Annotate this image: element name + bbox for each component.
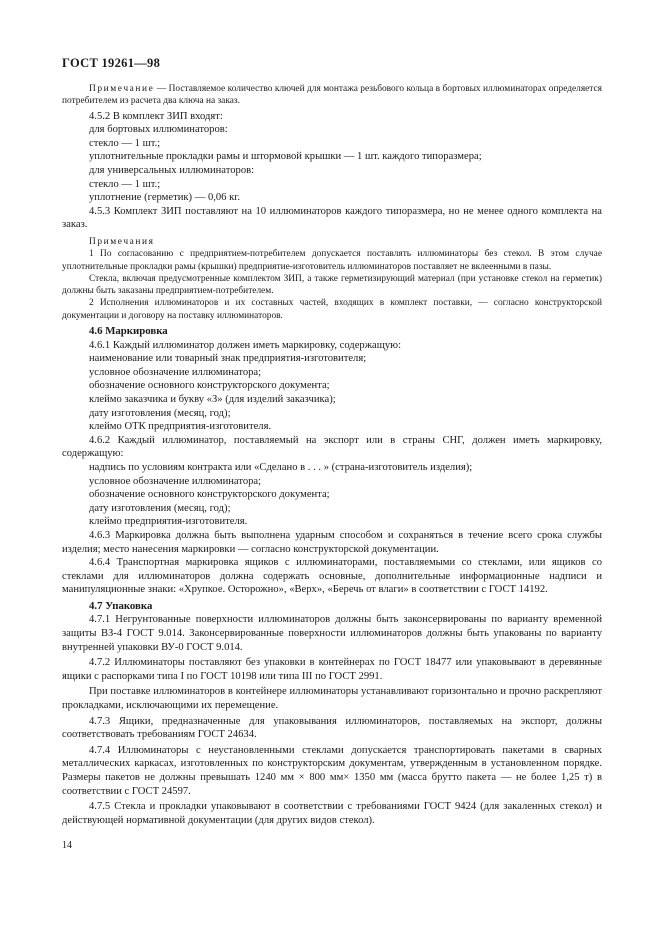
note-label: Примечание [89,84,155,94]
note-item: Стекла, включая предусмотренные комплектом ЗИП, а также герметизирующий материал (при установке стекол на герметик) должны быть заказаны предприятием-потребителем. [62,273,602,297]
note-paragraph [62,83,602,108]
page-header: ГОСТ 19261—98 [62,56,161,70]
list-line: дату изготовления (месяц, год); [89,502,231,514]
page-content [62,83,602,827]
list-line: стекло — 1 шт.; [89,178,161,190]
list-line: надпись по условиям контракта или «Сделано в . . . » (страна-изготовитель изделия); [89,461,473,473]
list-line: клеймо предприятия-изготовителя. [89,516,248,528]
note-text: — Поставляемое количество ключей для монтажа резьбового кольца в бортовых иллюминаторах определяется потребителем из расчета два ключа на заказ. [62,84,602,107]
list-line: условное обозначение иллюминатора; [89,366,262,378]
list-line: клеймо заказчика и букву «З» (для изделий заказчика); [89,393,336,405]
list-line: обозначение основного конструкторского документа; [89,380,330,392]
clause-4-7-4: 4.7.4 Иллюминаторы с неустановленными стеклами допускается транспортировать пакетами в сварных металлических каркасах, изготовленных по конструкторским документам, утвержденным в установленном порядке. Размеры пакетов не должны превышать 1240 мм × 800 мм× 1350 мм (масса брутто пакета — не более 1,25 т) в соответствии с ГОСТ 24597. [62,744,602,797]
clause-4-7-2: 4.7.2 Иллюминаторы поставляют без упаковки в контейнерах по ГОСТ 18477 или упаковывают в деревянные ящики с распорками типа I по ГОСТ 10198 или типа III по ГОСТ 2991. [62,657,602,682]
clause-4-6-3: 4.6.3 Маркировка должна быть выполнена ударным способом и сохраняться в течение всего срока службы изделия; место нанесения маркировки — согласно конструкторской документации. [62,529,602,555]
clause-4-6-1: 4.6.1 Каждый иллюминатор должен иметь маркировку, содержащую: [89,339,402,351]
list-line: клеймо ОТК предприятия-изготовителя. [89,421,272,433]
list-line: стекло — 1 шт.; [89,137,161,149]
list-line: для универсальных иллюминаторов: [89,164,255,176]
note-item: 1 По согласованию с предприятием-потребителем допускается поставлять иллюминаторы без стекол. В этом случае уплотнительные прокладки рамы (крышки) предприятие-изготовитель иллюминаторов поставляет не вклеенными в пазы. [62,249,602,272]
list-line: уплотнительные прокладки рамы и штормовой крышки — 1 шт. каждого типоразмера; [89,151,482,163]
notes-label: Примечания [89,236,155,247]
clause-4-7-2-continued: При поставке иллюминаторов в контейнере иллюминаторы устанавливают горизонтально и прочно раскрепляют прокладками, исключающими их перемещение. [62,686,602,712]
list-line: уплотнение (герметик) — 0,06 кг. [89,192,241,204]
list-line: дату изготовления (месяц, год); [89,407,231,419]
clause-4-7-5: 4.7.5 Стекла и прокладки упаковывают в соответствии с требованиями ГОСТ 9424 (для закаленных стекол) и действующей нормативной документации (для других видов стекол). [62,801,602,826]
note-item: 2 Исполнения иллюминаторов и их составных частей, входящих в комплект поставки, — согласно конструкторской документации и договору на поставку иллюминаторов. [62,298,602,321]
list-line: условное обозначение иллюминатора; [89,475,262,487]
clause-4-7-3: 4.7.3 Ящики, предназначенные для упаковывания иллюминаторов, поставляемых на экспорт, должны соответствовать требованиям ГОСТ 24634. [62,715,602,741]
list-line: для бортовых иллюминаторов: [89,124,228,136]
clause-4-6-4: 4.6.4 Транспортная маркировка ящиков с иллюминаторами, поставляемыми со стеклами, или ящиков со стеклами для иллюминаторов должна содержать основные, дополнительные информационные надписи и манипуляционные знаки: «Хрупкое. Осторожно», «Верх», «Беречь от влаги» в соответствии с ГОСТ 14192. [62,557,602,596]
page-number: 14 [62,840,72,851]
section-heading-marking: 4.6 Маркировка [89,325,168,338]
list-line: наименование или товарный знак предприятия-изготовителя; [89,353,367,365]
section-heading-packaging: 4.7 Упаковка [89,599,153,612]
clause-4-5-2: 4.5.2 В комплект ЗИП входят: [89,110,223,122]
clause-4-5-3: 4.5.3 Комплект ЗИП поставляют на 10 иллюминаторов каждого типоразмера, но не менее одного комплекта на заказ. [62,205,602,231]
clause-4-7-1: 4.7.1 Негрунтованные поверхности иллюминаторов должны быть законсервированы по варианту временной защиты ВЗ-4 ГОСТ 9.014. Законсервированные поверхности иллюминаторов должны быть упакованы по варианту внутренней упаковки ВУ-0 ГОСТ 9.014. [62,614,602,653]
list-line: обозначение основного конструкторского документа; [89,489,330,501]
clause-4-6-2: 4.6.2 Каждый иллюминатор, поставляемый на экспорт или в страны СНГ, должен иметь маркировку, содержащую: [62,434,602,460]
